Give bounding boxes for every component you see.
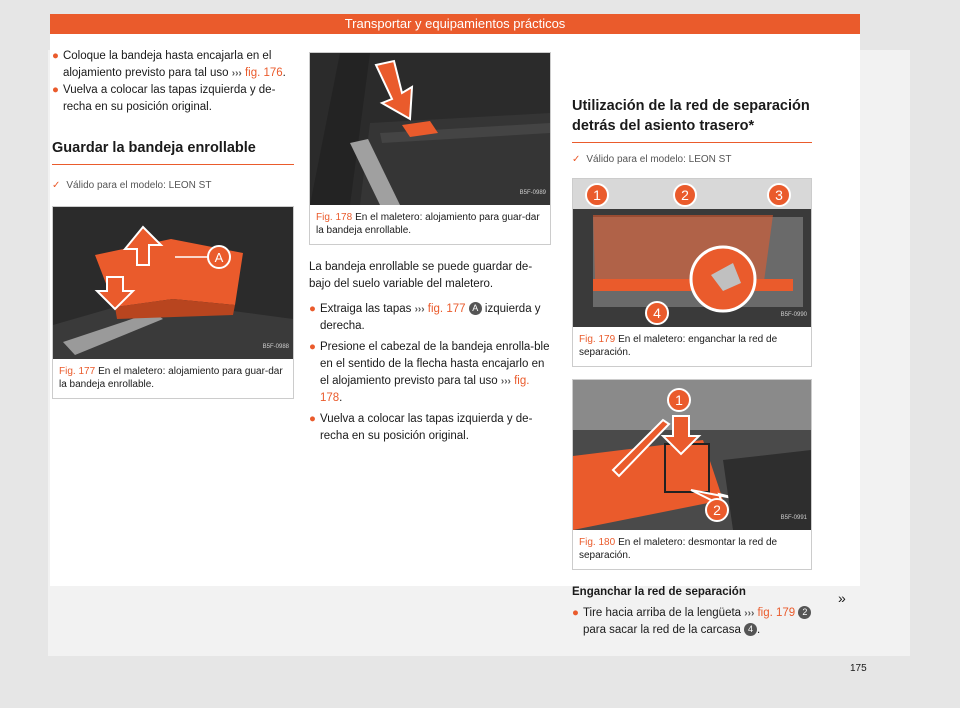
bullet-icon: ●	[572, 607, 579, 619]
column-2	[309, 52, 551, 445]
page-number: 175	[850, 663, 867, 674]
section-title: Guardar la bandeja enrollable	[52, 138, 294, 165]
figure-image	[573, 179, 811, 327]
figure-number: Fig. 178	[316, 212, 353, 223]
bullet-icon: ●	[52, 84, 59, 96]
figure-label-2: 2	[713, 502, 721, 518]
figure-code: B5F-0988	[262, 344, 289, 350]
figure-label-a: A	[214, 250, 224, 265]
figure-image	[310, 53, 550, 205]
list-item: ● Presione el cabezal de la bandeja enrolla-ble en el sentido de la flecha hasta encajarlo en el alojamiento previsto para tal uso ››› fig. 178.	[309, 339, 551, 407]
sub-heading: Enganchar la red de separación	[572, 586, 746, 598]
chapter-header: Transportar y equipamientos prácticos	[50, 14, 860, 34]
model-validity: ✓ Válido para el modelo: LEON ST	[52, 177, 294, 194]
net-removal-illustration	[573, 380, 811, 530]
list-item: ● Vuelva a colocar las tapas izquierda y de-recha en su posición original.	[309, 411, 551, 445]
figure-code: B5F-0990	[780, 312, 807, 318]
figure-178	[309, 52, 551, 245]
figure-caption: Fig. 179 En el maletero: enganchar la red de separación.	[579, 334, 778, 358]
figure-caption: Fig. 180 En el maletero: desmontar la red de separación.	[579, 537, 778, 561]
list-item: ● Coloque la bandeja hasta encajarla en el alojamiento previsto para tal uso ››› fig. 176.	[52, 48, 294, 82]
bullet-icon: ●	[309, 341, 316, 353]
list-item: ● Extraiga las tapas ››› fig. 177 A izquierda y derecha.	[309, 301, 551, 335]
continue-mark: »	[838, 590, 846, 606]
figure-number: Fig. 177	[59, 366, 96, 377]
bullet-icon: ●	[52, 50, 59, 62]
figure-label-1: 1	[675, 392, 683, 408]
figure-link[interactable]: fig. 176	[244, 67, 283, 79]
bullet-icon: ●	[309, 303, 316, 315]
column-3	[572, 96, 812, 639]
figure-link[interactable]: fig. 178	[319, 375, 530, 404]
list-item: ● Tire hacia arriba de la lengüeta ››› fig. 179 2 para sacar la red de la carcasa 4 .	[572, 605, 812, 639]
figure-label-2: 2	[681, 187, 689, 203]
figure-number: Fig. 180	[579, 537, 616, 548]
label-marker: A	[469, 302, 482, 315]
figure-image	[53, 207, 293, 359]
model-validity: ✓ Válido para el modelo: LEON ST	[572, 151, 812, 168]
label-marker: 4	[744, 623, 757, 636]
trunk-floor-illustration	[310, 53, 550, 205]
column-1	[52, 48, 294, 399]
figure-label-4: 4	[653, 305, 661, 321]
figure-label-1: 1	[593, 187, 601, 203]
section-title: Utilización de la red de separación detrás del asiento trasero*	[572, 96, 812, 143]
list-item: ● Vuelva a colocar las tapas izquierda y de-recha en su posición original.	[52, 82, 294, 116]
figure-number: Fig. 179	[579, 334, 616, 345]
figure-image	[573, 380, 811, 530]
figure-177	[52, 206, 294, 399]
figure-179	[572, 178, 812, 367]
paragraph: La bandeja enrollable se puede guardar de-bajo del suelo variable del maletero.	[309, 261, 533, 290]
figure-link[interactable]: fig. 179	[757, 607, 796, 619]
figure-label-3: 3	[775, 187, 783, 203]
check-icon: ✓	[52, 180, 61, 191]
bullet-icon: ●	[309, 413, 316, 425]
label-marker: 2	[798, 606, 811, 619]
figure-link[interactable]: fig. 177	[427, 303, 466, 315]
separation-net-illustration	[573, 179, 811, 327]
figure-code: B5F-0989	[519, 190, 546, 196]
trunk-cover-illustration	[53, 207, 293, 359]
figure-code: B5F-0991	[780, 515, 807, 521]
check-icon: ✓	[572, 154, 581, 165]
figure-caption: Fig. 177 En el maletero: alojamiento para guar-dar la bandeja enrollable.	[59, 366, 283, 390]
figure-caption: Fig. 178 En el maletero: alojamiento para guar-dar la bandeja enrollable.	[316, 212, 540, 236]
figure-180	[572, 379, 812, 570]
